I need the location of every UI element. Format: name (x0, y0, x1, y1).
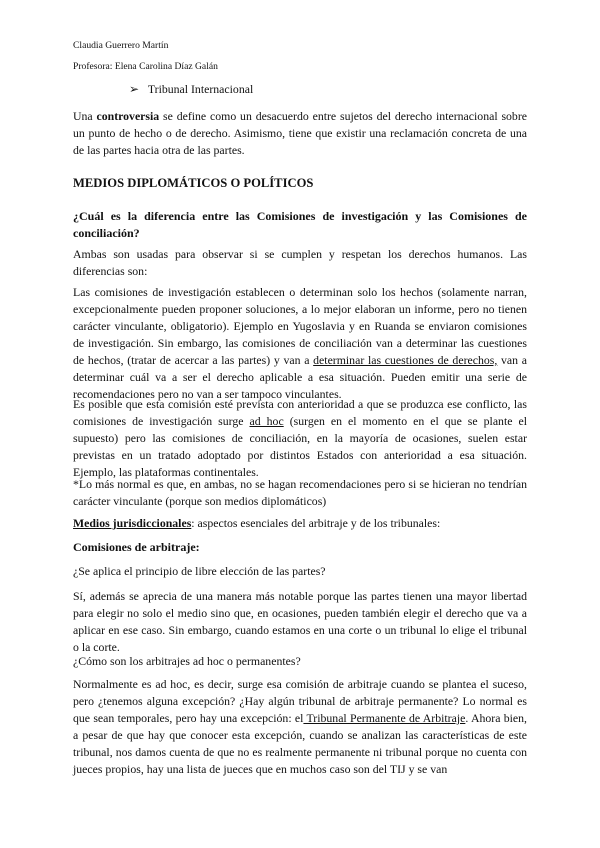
paragraph-comisiones (73, 284, 527, 403)
medios-label: Medios jurisdiccionales (73, 516, 192, 530)
question-libre-eleccion: ¿Se aplica el principio de libre elección de las partes? (73, 564, 326, 578)
intro-paragraph (73, 108, 527, 159)
medios-rest: : aspectos esenciales del arbitraje y de los tribunales: (191, 516, 441, 530)
author-name: Claudia Guerrero Martín (73, 40, 169, 51)
posible-part2: (surgen en el momento en el que se plante el supuesto) pero las comisiones de conciliación, en la mayoría de ocasiones, suelen estar previstas en un tratado adoptado por distintos Estados con anterioridad a esa situación. Ejemplo, las plataformas continentales. (73, 414, 527, 479)
comisiones-part1: Las comisiones de investigación establecen o determinan solo los hechos (solamente narran, excepcionalmente pueden proponer soluciones, a lo mejor elaboran un informe, pero no tienen carácter vinculante, obligatorio). Ejemplo en Yugoslavia y en Ruanda se enviaron comisiones de investigación. Sin embargo, las comisiones de conciliación van a determinar las cuestiones de hechos, (tratar de acercar a las partes) y van a (73, 285, 527, 367)
posible-underlined: ad hoc (249, 414, 284, 428)
bullet-item (129, 82, 253, 97)
paragraph-posible (73, 396, 527, 481)
medios-line (73, 516, 440, 531)
paragraph-ambas: Ambas son usadas para observar si se cumplen y respetan los derechos humanos. Las diferencias son: (73, 247, 527, 278)
term-controversia: controversia (96, 109, 160, 123)
professor-name: Profesora: Elena Carolina Díaz Galán (73, 61, 218, 72)
arrow-bullet-icon: ➢ (129, 82, 139, 96)
intro-pre: Una (73, 109, 97, 123)
section-title: MEDIOS DIPLOMÁTICOS O POLÍTICOS (73, 176, 314, 190)
question-ad-hoc: ¿Cómo son los arbitrajes ad hoc o permanentes? (73, 654, 301, 668)
normal-underlined: Tribunal Permanente de Arbitraje (303, 711, 466, 725)
comisiones-arbitraje-title: Comisiones de arbitraje: (73, 540, 200, 554)
normal-part1: Normalmente es ad hoc, es decir, surge esa comisión de arbitraje cuando se plantea el suceso, pero ¿tenemos alguna excepción? ¿Hay algún tribunal de arbitraje permanente? Lo normal es que sean temporales, pero hay una excepción: el (73, 677, 527, 725)
question-comisiones: ¿Cuál es la diferencia entre las Comisiones de investigación y las Comisiones de conciliación? (73, 209, 527, 240)
comisiones-underlined: determinar las cuestiones de derechos, (313, 353, 498, 367)
bullet-item-label: Tribunal Internacional (147, 82, 254, 96)
normal-part2: . Ahora bien, a pesar de que hay que conocer esta excepción, cuando se analizan las características de este tribunal, nos damos cuenta de que no es realmente permanente ni tribunal porque no cuenta con jueces propios, hay una lista de jueces que en muchos caso son del TIJ y se van (73, 711, 527, 776)
intro-post: se define como un desacuerdo entre sujetos del derecho internacional sobre un punto de hecho o de derecho. Asimismo, tiene que existir una reclamación concreta de una de las partes hacia otra de las partes. (73, 109, 527, 157)
posible-part1: Es posible que esta comisión esté prevista con anterioridad a que se produzca ese conflicto, las comisiones de investigación surge (73, 397, 527, 428)
comisiones-part2: van a determinar cuál va a ser el derecho aplicable a esa situación. Pueden emitir una serie de recomendaciones pero no van a ser tampoco vinculantes. (73, 353, 527, 401)
paragraph-si: Sí, además se aprecia de una manera más notable porque las partes tienen una mayor libertad para elegir no solo el medio sino que, en ocasiones, pueden también elegir el derecho que va a aplicar en ese caso. Sin embargo, cuando estamos en una corte o un tribunal lo elige el tribunal o la corte. (73, 589, 527, 654)
paragraph-note: *Lo más normal es que, en ambas, no se hagan recomendaciones pero si se hicieran no tendrían carácter vinculante (porque son medios diplomáticos) (73, 477, 527, 508)
paragraph-normal (73, 676, 527, 778)
